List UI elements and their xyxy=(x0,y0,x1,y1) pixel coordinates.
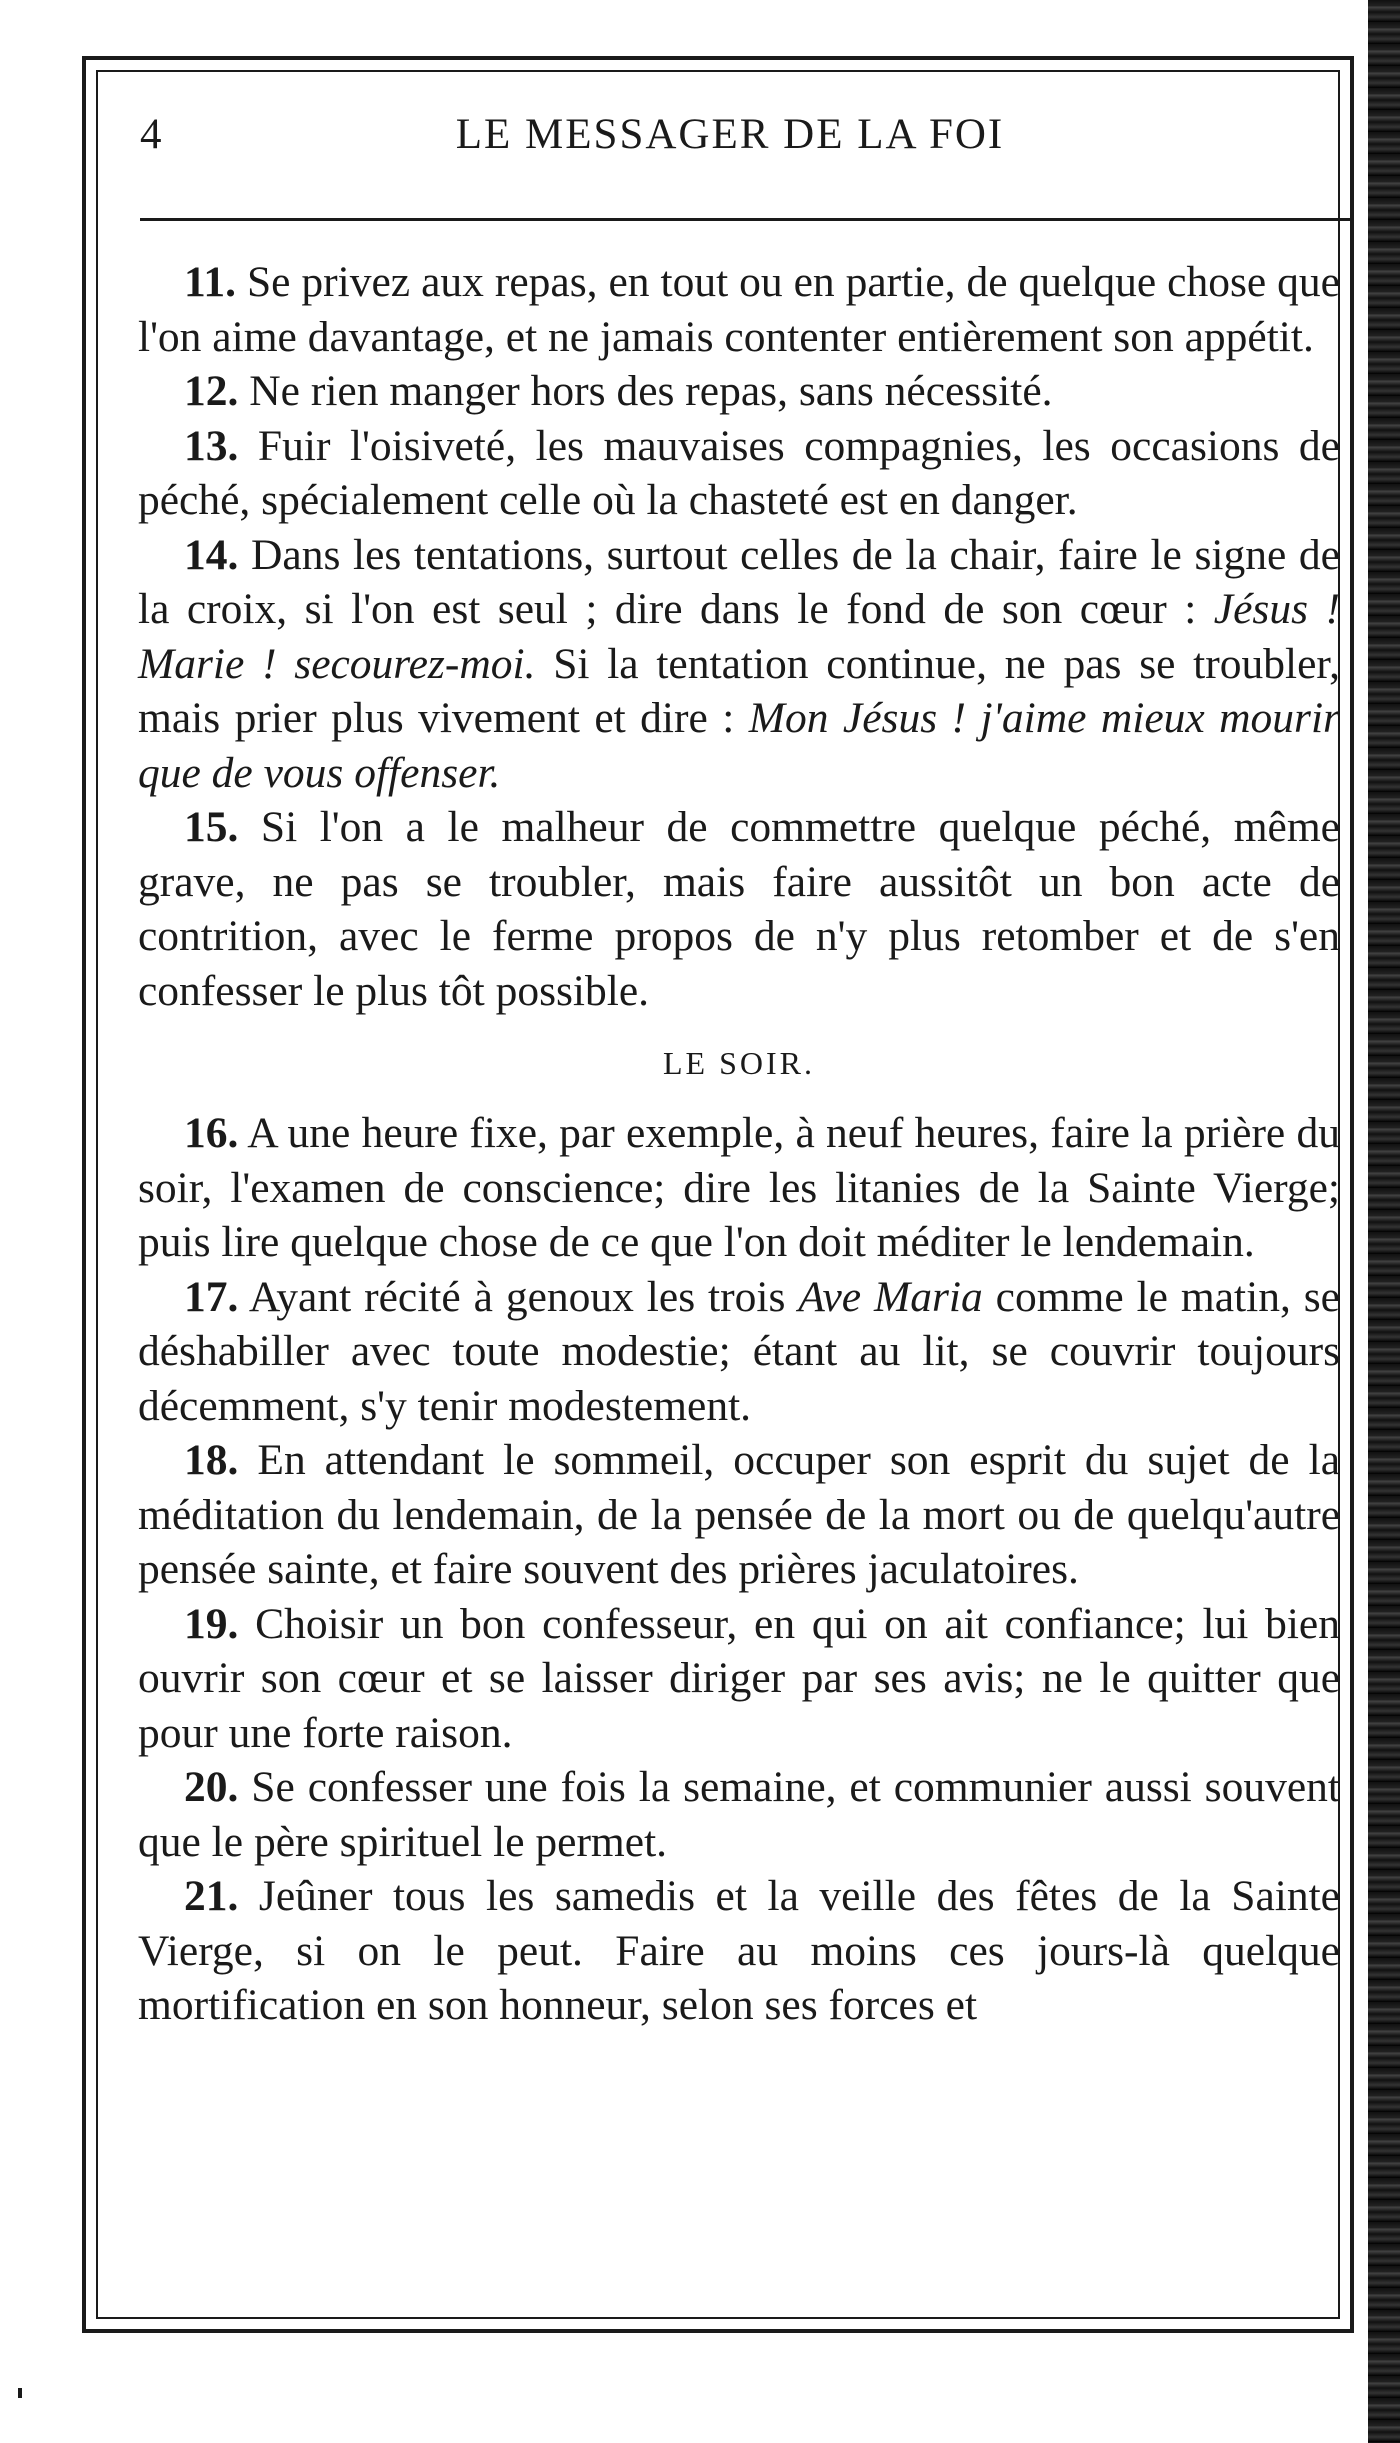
paragraph-number: 18. xyxy=(184,1436,239,1484)
paragraph xyxy=(138,419,1340,528)
paragraph-number: 17. xyxy=(184,1272,239,1321)
paragraph xyxy=(138,1597,1340,1761)
paragraph-list-before xyxy=(138,255,1340,1018)
paragraph-text: Se confesser une fois la semaine, et communier aussi souvent que le père spirituel le permet. xyxy=(138,1763,1340,1866)
paragraph xyxy=(138,1433,1340,1597)
paragraph-list-after xyxy=(138,1106,1340,2033)
paragraph-number: 20. xyxy=(184,1763,239,1811)
page-number: 4 xyxy=(140,111,164,158)
header-rule xyxy=(140,218,1350,221)
paragraph-text: comme le matin, se déshabiller avec toute modestie; étant au lit, se couvrir toujours décemment, s'y tenir modestement. xyxy=(138,1272,1340,1430)
italic-text: Mon Jésus ! j'aime mieux mourir que de vous offenser. xyxy=(138,694,1340,797)
paragraph xyxy=(138,1869,1340,2033)
scan-edge xyxy=(1368,0,1400,2443)
paragraph-text: Fuir l'oisiveté, les mauvaises compagnies, les occasions de péché, spécialement celle où la chasteté est en danger. xyxy=(138,421,1340,524)
italic-text: Jésus ! Marie ! secourez-moi. xyxy=(138,585,1340,688)
paragraph-text: A une heure fixe, par exemple, à neuf heures, faire la prière du soir, l'examen de conscience; dire les litanies de la Sainte Vierge; puis lire quelque chose de ce que l'on doit méditer le lendemain. xyxy=(138,1109,1340,1266)
paragraph-text: Se privez aux repas, en tout ou en partie, de quelque chose que l'on aime davantage, et ne jamais contenter entièrement son appétit. xyxy=(138,258,1340,361)
page-header xyxy=(130,110,1330,174)
paragraph-text: Jeûner tous les samedis et la veille des fêtes de la Sainte Vierge, si on le peut. Faire au moins ces jours-là quelque mortification en son honneur, selon ses forces et xyxy=(138,1872,1340,2029)
paragraph-text: Dans les tentations, surtout celles de la chair, faire le signe de la croix, si l'on est seul ; dire dans le fond de son cœur : xyxy=(138,530,1340,633)
paragraph xyxy=(138,1270,1340,1434)
italic-text: Ave Maria xyxy=(798,1272,983,1321)
paragraph-number: 21. xyxy=(184,1872,239,1920)
paragraph-text: Si l'on a le malheur de commettre quelque péché, même grave, ne pas se troubler, mais faire aussitôt un bon acte de contrition, avec le ferme propos de n'y plus retomber et de s'en confesser le plus tôt possible. xyxy=(138,803,1340,1015)
paragraph-text: Ne rien manger hors des repas, sans nécessité. xyxy=(238,367,1053,415)
stray-mark xyxy=(18,2388,22,2398)
paragraph-text: Choisir un bon confesseur, en qui on ait confiance; lui bien ouvrir son cœur et se laisser diriger par ses avis; ne le quitter que pour une forte raison. xyxy=(138,1599,1340,1757)
paragraph-number: 11. xyxy=(184,258,236,306)
paragraph-text: Ayant récité à genoux les trois xyxy=(238,1272,799,1321)
paragraph xyxy=(138,1106,1340,1270)
paragraph-number: 12. xyxy=(184,367,239,415)
paragraph xyxy=(138,528,1340,801)
paragraph xyxy=(138,800,1340,1018)
section-heading: LE SOIR. xyxy=(663,1045,815,1081)
paragraph xyxy=(138,255,1340,364)
body-text xyxy=(138,255,1340,2033)
paragraph xyxy=(138,1760,1340,1869)
running-title: LE MESSAGER DE LA FOI xyxy=(455,111,1005,158)
paragraph-number: 19. xyxy=(184,1599,239,1648)
paragraph-number: 14. xyxy=(184,530,239,579)
paragraph-number: 13. xyxy=(184,421,239,470)
paragraph xyxy=(138,364,1340,419)
paragraph-text: Si la tentation continue, ne pas se troubler, mais prier plus vivement et dire : xyxy=(138,639,1340,742)
paragraph-text: En attendant le sommeil, occuper son esprit du sujet de la méditation du lendemain, de la pensée de la mort ou de quelqu'autre pensée sainte, et faire souvent des prières jaculatoires. xyxy=(138,1436,1340,1593)
paragraph-number: 16. xyxy=(184,1109,239,1157)
paragraph-number: 15. xyxy=(184,803,239,851)
